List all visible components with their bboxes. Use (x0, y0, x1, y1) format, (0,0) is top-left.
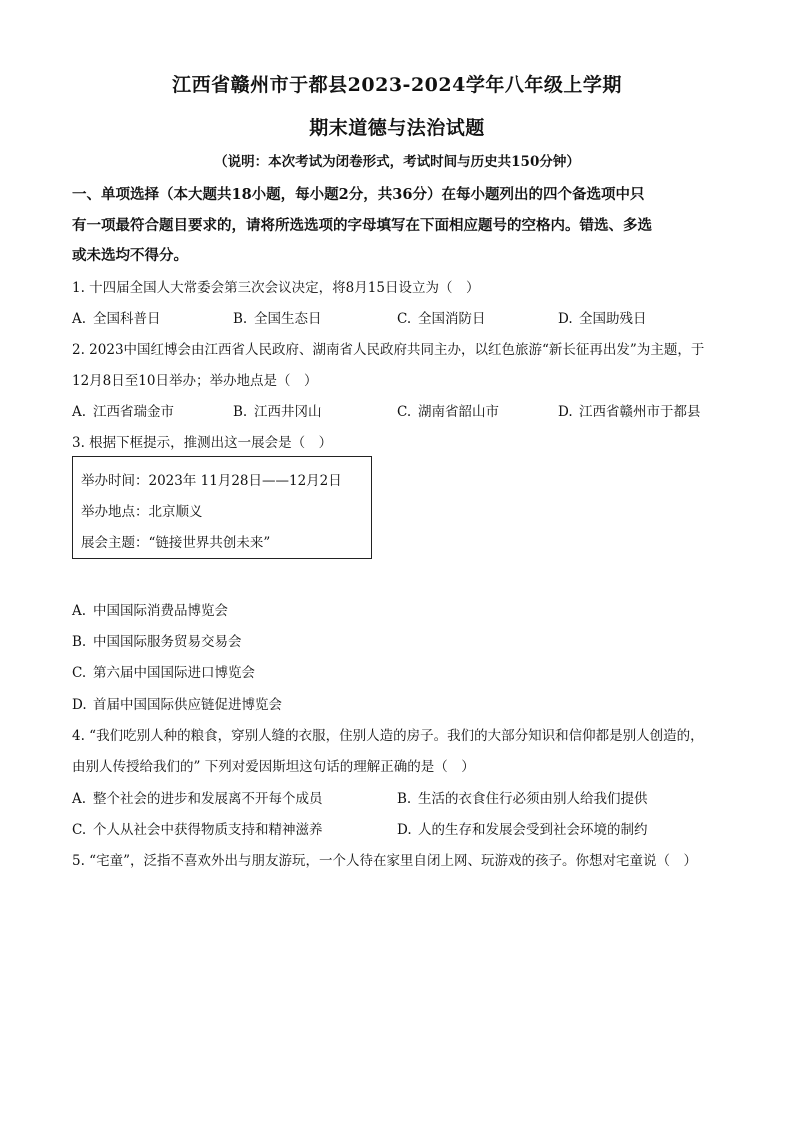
option-b[interactable]: B. 全国生态日 (233, 311, 322, 327)
question-1-options (72, 307, 732, 327)
question-1-stem: 1. 十四届全国人大常委会第三次会议决定，将8月15日设立为（ ） (72, 280, 480, 296)
question-4-options-row1 (72, 787, 732, 807)
option-a[interactable]: A. 全国科普日 (72, 311, 161, 327)
option-c[interactable]: C. 第六届中国国际进口博览会 (72, 665, 255, 681)
option-d[interactable]: D. 首届中国国际供应链促进博览会 (72, 697, 282, 713)
question-2-options (72, 400, 732, 420)
question-3-info-box (72, 456, 372, 559)
option-a[interactable]: A. 整个社会的进步和发展离不开每个成员 (72, 791, 323, 807)
question-4-stem-line1: 4. “我们吃别人种的粮食，穿别人缝的衣服，住别人造的房子。我们的大部分知识和信仰都是别人创造的， (72, 728, 704, 744)
question-4-options-row2 (72, 818, 732, 838)
exam-title-line2: 期末道德与法治试题 (309, 117, 485, 139)
option-d[interactable]: D. 江西省赣州市于都县 (558, 404, 701, 420)
option-b[interactable]: B. 生活的衣食住行必须由别人给我们提供 (397, 791, 648, 807)
section-line: 一、单项选择（本大题共18小题，每小题2分，共36分）在每小题列出的四个备选项中只 (72, 186, 645, 203)
option-a[interactable]: A. 江西省瑞金市 (72, 404, 174, 420)
option-d[interactable]: D. 全国助残日 (558, 311, 647, 327)
option-c[interactable]: C. 湖南省韶山市 (397, 404, 499, 420)
exam-note: （说明：本次考试为闭卷形式，考试时间与历史共150分钟） (214, 154, 580, 170)
option-b[interactable]: B. 中国国际服务贸易交易会 (72, 634, 242, 650)
question-3-stem: 3. 根据下框提示，推测出这一展会是（ ） (72, 435, 333, 451)
exam-title-line1: 江西省赣州市于都县2023-2024学年八年级上学期 (172, 74, 622, 96)
option-c[interactable]: C. 全国消防日 (397, 311, 486, 327)
info-box-line: 展会主题：“链接世界共创未来” (81, 535, 271, 551)
question-5-stem: 5. “宅童”，泛指不喜欢外出与朋友游玩，一个人待在家里自闭上网、玩游戏的孩子。你想对宅童说（ ） (72, 853, 697, 869)
section-instructions (72, 180, 722, 272)
section-line: 或未选均不得分。 (72, 247, 188, 264)
question-2-stem-line2: 12月8日至10日举办；举办地点是（ ） (72, 373, 318, 389)
option-a[interactable]: A. 中国国际消费品博览会 (72, 603, 228, 619)
option-b[interactable]: B. 江西井冈山 (233, 404, 322, 420)
info-box-line: 举办时间：2023年 11月28日——12月2日 (81, 473, 342, 489)
section-line: 有一项最符合题目要求的，请将所选选项的字母填写在下面相应题号的空格内。错选、多选 (72, 216, 652, 234)
question-2-stem-line1: 2. 2023中国红博会由江西省人民政府、湖南省人民政府共同主办，以红色旅游“新长征再出发”为主题，于 (72, 342, 705, 358)
info-box-line: 举办地点：北京顺义 (81, 504, 203, 520)
question-4-stem-line2: 由别人传授给我们的” 下列对爱因斯坦这句话的理解正确的是（ ） (72, 759, 475, 775)
option-d[interactable]: D. 人的生存和发展会受到社会环境的制约 (397, 822, 648, 838)
option-c[interactable]: C. 个人从社会中获得物质支持和精神滋养 (72, 822, 323, 838)
